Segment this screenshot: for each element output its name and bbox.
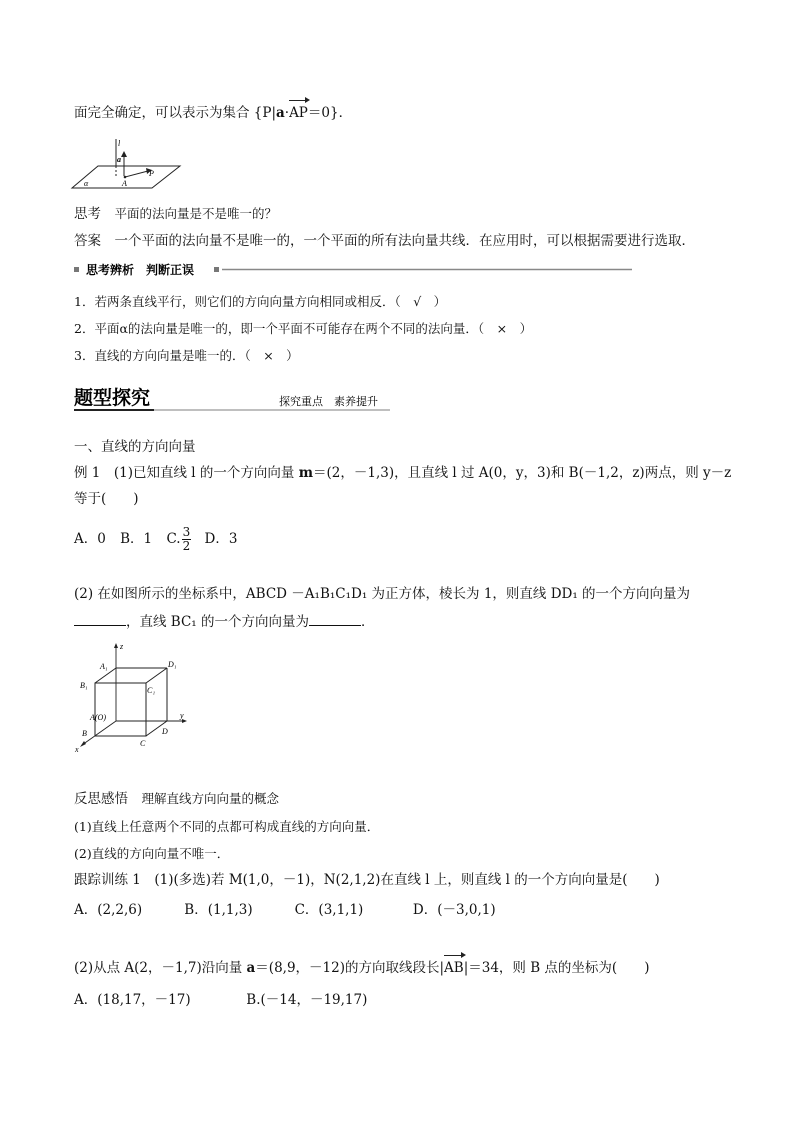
label-p: P — [149, 169, 154, 178]
training1-options — [74, 901, 496, 919]
label-d1: D₁ — [168, 660, 177, 669]
example1-q1-line2: 等于( ) — [74, 491, 139, 507]
label-A: A — [122, 179, 127, 188]
label-d: D — [162, 727, 168, 736]
example1-options — [74, 526, 237, 553]
option-d: D．3 — [204, 531, 238, 547]
training2-option-b: B.(－14，－19,17) — [246, 992, 368, 1008]
think-answer: 答案 一个平面的法向量不是唯一的，一个平面的所有法向量共线．在应用时，可以根据需要进行选取． — [74, 233, 695, 249]
point-a — [124, 176, 127, 179]
example1-q2-line1: (2) 在如图所示的坐标系中，ABCD －A₁B₁C₁D₁ 为正方体，棱长为 1，则直线 DD₁ 的一个方向向量为 — [74, 586, 691, 602]
section-header-subtitle: 探究重点 素养提升 — [279, 395, 378, 408]
training1-q2: (2)从点 A(2，－1,7)沿向量 a＝(8,9，－12)的方向取线段长|AB|＝34，则 B 点的坐标为( ) — [74, 960, 650, 976]
bar-square-right — [214, 267, 219, 272]
reflection-point-2: (2)直线的方向向量不唯一． — [74, 846, 230, 861]
training-option-a: A．(2,2,6) — [74, 902, 143, 918]
label-l: l — [118, 139, 121, 148]
option-b: B．1 — [120, 531, 153, 547]
vector-a-head — [121, 151, 127, 157]
label-b1: B₁ — [80, 681, 88, 690]
answer-blank-2[interactable] — [309, 613, 361, 626]
reflection-title-line: 反思感悟 理解直线方向向量的概念 — [74, 791, 280, 807]
vector-ab: AB — [444, 960, 464, 976]
judge-item-1: 1．若两条直线平行，则它们的方向向量方向相同或相反．（ √ ） — [74, 294, 447, 309]
label-b: B — [82, 729, 87, 738]
training1-q2-options — [74, 991, 367, 1009]
label-y: y — [180, 711, 184, 720]
label-a1: A₁ — [100, 662, 108, 671]
judge-item-3: 3．直线的方向向量是唯一的．（ × ） — [74, 348, 299, 363]
bar-square-left — [74, 267, 79, 272]
training-option-d: D．(－3,0,1) — [412, 902, 496, 918]
vector-ap-arrow — [125, 171, 148, 177]
section-bar-title: 思考辨析 判断正误 — [86, 263, 195, 277]
x-axis-head — [80, 741, 86, 747]
training2-option-a: A．(18,17，－17) — [74, 992, 191, 1008]
cube-figure — [72, 640, 196, 756]
part1-heading: 一、直线的方向向量 — [74, 439, 196, 455]
example1-q1-line1: 例 1 (1)已知直线 l 的一个方向向量 m＝(2，－1,3)，且直线 l 过 A(0，y，3)和 B(－1,2，z)两点，则 y－z — [74, 465, 732, 481]
section-header — [74, 384, 390, 414]
training-option-b: B．(1,1,3) — [184, 902, 253, 918]
label-alpha: α — [84, 179, 89, 188]
x-axis — [82, 721, 116, 745]
reflection-point-1: (1)直线上任意两个不同的点都可构成直线的方向向量． — [74, 819, 380, 834]
answer-blank-1[interactable] — [74, 613, 126, 626]
vector-ap: AP — [289, 105, 308, 121]
label-ao: A(O) — [90, 713, 106, 722]
cube-front-face — [95, 683, 146, 736]
option-c: C. $\frac{3}{2}$ — [166, 525, 191, 553]
z-axis-head — [114, 643, 118, 648]
plane-normal-figure — [70, 136, 182, 192]
edge-d1c1 — [146, 668, 167, 683]
section-header-title: 题型探究 — [74, 387, 151, 409]
option-a: A．0 — [74, 531, 106, 547]
fraction-three-halves: $\frac{3}{2}$ — [182, 525, 191, 553]
section-bar — [74, 262, 632, 278]
judge-item-2: 2．平面α的法向量是唯一的，即一个平面不可能存在两个不同的法向量．（ × ） — [74, 321, 533, 336]
vector-a: a — [276, 105, 285, 121]
training-option-c: C．(3,1,1) — [294, 902, 364, 918]
think-question: 思考 平面的法向量是不是唯一的？ — [74, 206, 278, 222]
label-c: C — [140, 739, 146, 748]
label-a: a — [117, 155, 121, 164]
label-x: x — [75, 745, 79, 754]
label-c1: C₁ — [147, 686, 156, 695]
label-z: z — [120, 642, 124, 651]
training1-q1: 跟踪训练 1 (1)(多选)若 M(1,0，－1)，N(2,1,2)在直线 l 上，则直线 l 的一个方向向量是( ) — [74, 872, 660, 888]
intro-line: 面完全确定，可以表示为集合 {P|a·AP＝0}． — [74, 105, 353, 121]
example1-q2-line2: ，直线 BC₁ 的一个方向向量为 ． — [74, 613, 375, 631]
